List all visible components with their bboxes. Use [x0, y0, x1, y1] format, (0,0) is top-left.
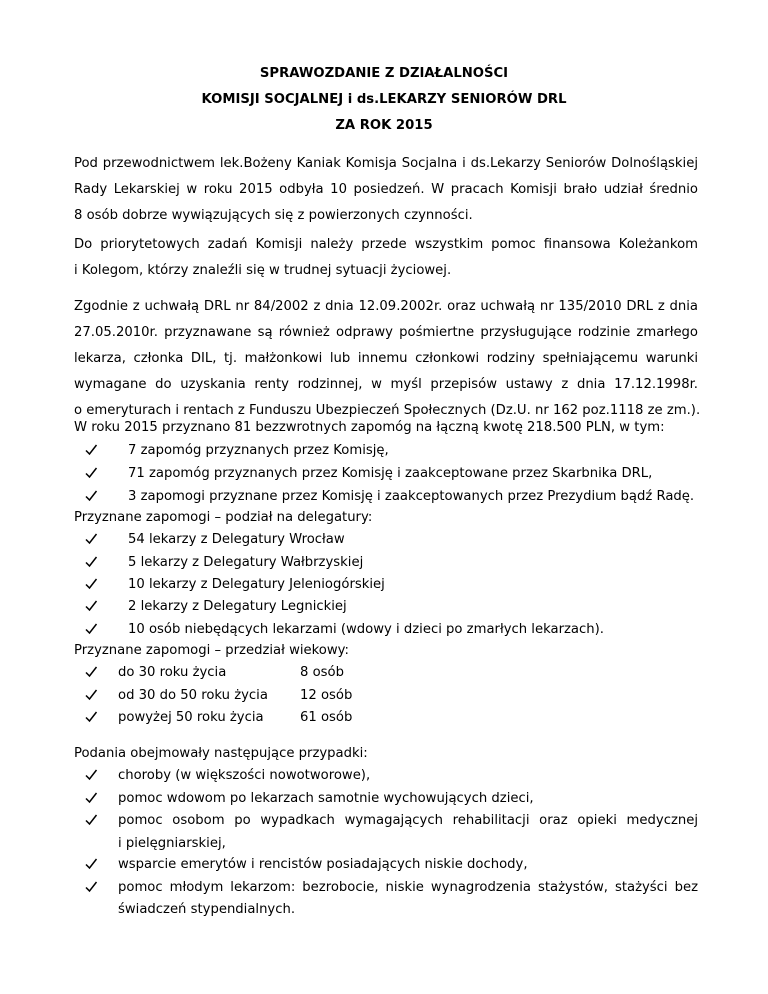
- paragraph-priorities: [74, 232, 698, 284]
- checkmark-icon: [84, 443, 98, 457]
- checkmark-icon: [84, 599, 98, 613]
- cases-intro: Podania obejmowały następujące przypadki:: [74, 746, 368, 761]
- checkmark-icon: [84, 813, 98, 827]
- list-item: 10 lekarzy z Delegatury Jeleniogórskiej: [128, 577, 385, 592]
- age-range-count: 12 osób: [300, 688, 353, 703]
- checkmark-icon: [84, 489, 98, 503]
- list-item: 71 zapomóg przyznanych przez Komisję i zaakceptowane przez Skarbnika DRL,: [128, 466, 653, 481]
- checkmark-icon: [84, 577, 98, 591]
- checkmark-icon: [84, 622, 98, 636]
- paragraph-line: o emeryturach i rentach z Funduszu Ubezpieczeń Społecznych (Dz.U. nr 162 poz.1118 ze zm.).: [74, 403, 701, 418]
- checkmark-icon: [84, 857, 98, 871]
- paragraph-line: Zgodnie z uchwałą DRL nr 84/2002 z dnia 12.09.2002r. oraz uchwałą nr 135/2010 DRL z dnia: [74, 299, 698, 314]
- checkmark-icon: [84, 665, 98, 679]
- paragraph-line: i Kolegom, którzy znaleźli się w trudnej sytuacji życiowej.: [74, 263, 452, 278]
- checkmark-icon: [84, 688, 98, 702]
- list-item: pomoc młodym lekarzom: bezrobocie, niskie wynagrodzenia stażystów, stażyści bez: [118, 880, 698, 895]
- list-item: 54 lekarzy z Delegatury Wrocław: [128, 532, 345, 547]
- ages-intro: Przyznane zapomogi – przedział wiekowy:: [74, 643, 349, 658]
- paragraph-line: Pod przewodnictwem lek.Bożeny Kaniak Komisja Socjalna i ds.Lekarzy Seniorów Dolnośląskiej: [74, 156, 698, 171]
- checkmark-icon: [84, 768, 98, 782]
- age-range-count: 61 osób: [300, 710, 353, 725]
- list-item: 2 lekarzy z Delegatury Legnickiej: [128, 599, 347, 614]
- document-title-line-2: KOMISJI SOCJALNEJ i ds.LEKARZY SENIORÓW DRL: [201, 92, 567, 107]
- list-item: 5 lekarzy z Delegatury Wałbrzyskiej: [128, 555, 364, 570]
- list-item: 3 zapomogi przyznane przez Komisję i zaakceptowanych przez Prezydium bądź Radę.: [128, 489, 695, 504]
- paragraph-line: Rady Lekarskiej w roku 2015 odbyła 10 posiedzeń. W pracach Komisji brało udział średnio: [74, 182, 698, 197]
- document-title-line-1: SPRAWOZDANIE Z DZIAŁALNOŚCI: [259, 66, 509, 81]
- paragraph-line: wymagane do uzyskania renty rodzinnej, w myśl przepisów ustawy z dnia 17.12.1998r.: [74, 377, 698, 392]
- list-item: pomoc wdowom po lekarzach samotnie wychowujących dzieci,: [118, 791, 534, 806]
- paragraph-line: Do priorytetowych zadań Komisji należy przede wszystkim pomoc finansowa Koleżankom: [74, 237, 698, 252]
- age-range-label: od 30 do 50 roku życia: [118, 688, 268, 703]
- checkmark-icon: [84, 710, 98, 724]
- paragraph-line: 27.05.2010r. przyznawane są również odprawy pośmiertne przysługujące rodzinie zmarłego: [74, 325, 698, 340]
- checkmark-icon: [84, 532, 98, 546]
- list-item-continuation: i pielęgniarskiej,: [118, 836, 226, 851]
- paragraph-resolutions: [74, 294, 701, 424]
- checkmark-icon: [84, 466, 98, 480]
- list-item: pomoc osobom po wypadkach wymagających rehabilitacji oraz opieki medycznej: [118, 813, 698, 828]
- checkmark-icon: [84, 880, 98, 894]
- delegations-intro: Przyznane zapomogi – podział na delegatury:: [74, 510, 373, 525]
- paragraph-line: 8 osób dobrze wywiązujących się z powierzonych czynności.: [74, 208, 473, 223]
- list-item-continuation: świadczeń stypendialnych.: [118, 902, 296, 917]
- grants-intro: W roku 2015 przyznano 81 bezzwrotnych zapomóg na łączną kwotę 218.500 PLN, w tym:: [74, 420, 665, 435]
- document-title-line-3: ZA ROK 2015: [335, 118, 433, 133]
- age-range-count: 8 osób: [300, 665, 344, 680]
- paragraph-intro: [74, 151, 698, 229]
- list-item: 10 osób niebędących lekarzami (wdowy i dzieci po zmarłych lekarzach).: [128, 622, 604, 637]
- paragraph-line: lekarza, członka DIL, tj. małżonkowi lub innemu członkowi rodziny spełniającemu warunki: [74, 351, 698, 366]
- list-item: wsparcie emerytów i rencistów posiadających niskie dochody,: [118, 857, 528, 872]
- age-range-label: powyżej 50 roku życia: [118, 710, 264, 725]
- checkmark-icon: [84, 791, 98, 805]
- list-item: 7 zapomóg przyznanych przez Komisję,: [128, 443, 389, 458]
- age-range-label: do 30 roku życia: [118, 665, 227, 680]
- list-item: choroby (w większości nowotworowe),: [118, 768, 371, 783]
- checkmark-icon: [84, 555, 98, 569]
